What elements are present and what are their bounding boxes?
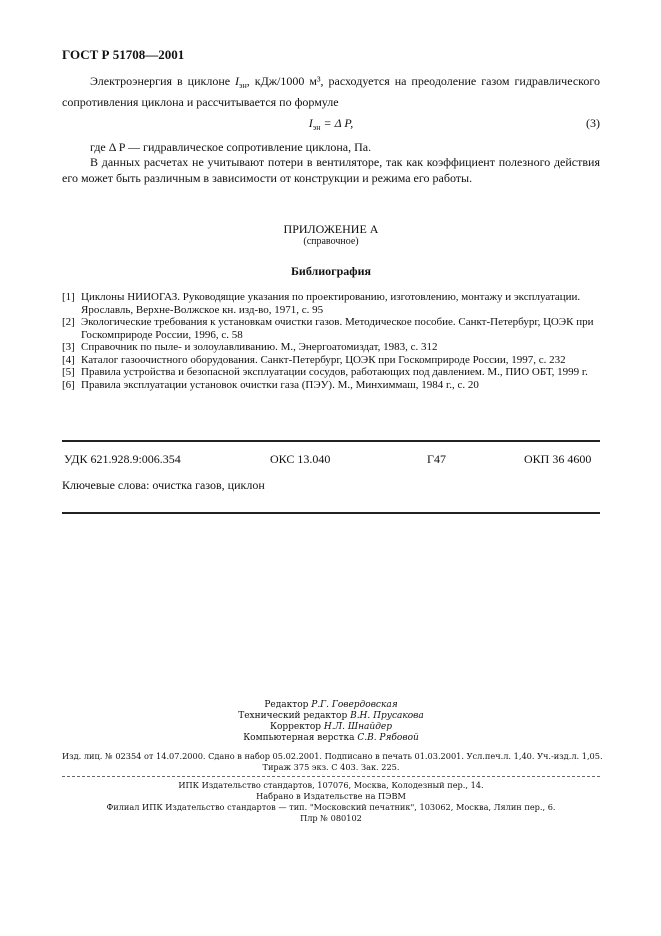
bibliography-item <box>62 354 607 367</box>
paragraph-energy <box>62 73 600 110</box>
bibliography-item-text: Экологические требования к установкам очистки газов. Методическое пособие. Санкт-Петербург, ЦОЭК при Госкомприроде России, 1996, с. 58 <box>81 316 594 341</box>
bibliography-item-number: [3] <box>62 341 75 353</box>
credits-block <box>62 700 600 744</box>
imprint-line: Изд. лиц. № 02354 от 14.07.2000. Сдано в набор 05.02.2001. Подписано в печать 01.03.2001. Усл.печ.л. 1,40. Уч.-изд.л. 1,05. <box>62 751 603 761</box>
publisher-line: Плр № 080102 <box>300 813 362 823</box>
keywords: Ключевые слова: очистка газов, циклон <box>62 478 265 492</box>
bibliography-item <box>62 341 607 354</box>
bibliography-item-number: [5] <box>62 366 75 378</box>
top-divider <box>62 440 600 442</box>
para2-text: В данных расчетах не учитывают потери в вентиляторе, так как коэффициент полезного действия его может быть различным в зависимости от конструкции и режима его работы. <box>62 155 600 185</box>
bibliography-item-number: [6] <box>62 378 75 391</box>
bibliography-item-text: Циклоны НИИОГАЗ. Руководящие указания по проектированию, изготовлению, монтажу и эксплуатации. Ярославль, Верхне-Волжское кн. изд-во, 1971, с. 95 <box>81 291 581 316</box>
credit-corrector <box>62 722 600 733</box>
bibliography-title: Библиография <box>290 264 372 278</box>
bibliography-item-text: Справочник по пыле- и золоулавливанию. М., Энергоатомиздат, 1983, с. 312 <box>81 341 438 353</box>
para1-symbol: I <box>235 74 240 88</box>
where-text: где Δ P — гидравлическое сопротивление циклона, Па. <box>90 140 372 154</box>
udk-code: УДК 621.928.9:006.354 <box>64 452 181 466</box>
appendix-title: ПРИЛОЖЕНИЕ А <box>283 222 379 236</box>
credit-role: Корректор <box>270 722 322 732</box>
formula-subscript: эн <box>312 123 321 132</box>
bibliography-item-text: Каталог газоочистного оборудования. Санкт-Петербург, ЦОЭК при Госкомприроде России, 1997, с. 232 <box>81 353 566 366</box>
bibliography-list <box>62 291 607 391</box>
credit-role: Компьютерная верстка <box>243 733 355 743</box>
formula-3 <box>62 116 600 134</box>
imprint-line: Тираж 375 экз. С 403. Зак. 225. <box>262 762 400 772</box>
oks-code: ОКС 13.040 <box>270 452 331 466</box>
formula-rest: = Δ P, <box>320 116 354 130</box>
imprint-block <box>62 751 603 773</box>
bibliography-item <box>62 316 607 341</box>
para1-start: Электроэнергия в циклоне <box>90 74 236 88</box>
imprint-divider <box>62 776 600 777</box>
credit-name: С.В. Рябовой <box>357 733 419 743</box>
bibliography-item-text: Правила эксплуатации установок очистки газа (ПЭУ). М., Минхиммаш, 1984 г., с. 20 <box>81 378 479 391</box>
publisher-line: ИПК Издательство стандартов, 107076, Москва, Колодезный пер., 14. <box>178 780 484 790</box>
formula-expression <box>62 116 600 132</box>
para1-rest: , кДж/1000 м³, расходуется на преодоление газом гидравлического сопротивления циклона и рассчитывается по формуле <box>62 74 601 109</box>
credit-role: Редактор <box>264 700 309 710</box>
credit-tech-editor <box>62 711 600 722</box>
paragraph-where <box>62 139 600 155</box>
credit-name: Р.Г. Говердовская <box>311 700 398 710</box>
bibliography-item <box>62 379 607 392</box>
bibliography-item <box>62 291 607 316</box>
credit-name: Н.Л. Шнайдер <box>323 722 392 732</box>
document-header: ГОСТ Р 51708—2001 <box>62 47 185 62</box>
appendix-note: (справочное) <box>303 236 359 247</box>
bibliography-item-number: [2] <box>62 316 75 328</box>
publisher-block <box>62 780 600 824</box>
formula-symbol: I <box>308 116 313 130</box>
bibliography-item-number: [1] <box>62 291 75 303</box>
bibliography-item-text: Правила устройства и безопасной эксплуатации сосудов, работающих под давлением. М., ПИО ОБТ, 1999 г. <box>81 366 588 378</box>
credit-role: Технический редактор <box>238 711 348 721</box>
para1-subscript: эн <box>239 81 247 90</box>
formula-number: (3) <box>586 116 600 130</box>
group-code: Г47 <box>427 452 446 466</box>
publisher-line: Набрано в Издательстве на ПЭВМ <box>256 791 406 801</box>
paragraph-losses <box>62 154 600 186</box>
credit-editor <box>62 700 600 711</box>
credit-layout <box>62 733 600 744</box>
credit-name: В.Н. Прусакова <box>350 711 424 721</box>
okp-code: ОКП 36 4600 <box>524 452 592 466</box>
bibliography-item <box>62 366 607 379</box>
bottom-divider <box>62 512 600 514</box>
bibliography-item-number: [4] <box>62 353 75 366</box>
publisher-line: Филиал ИПК Издательство стандартов — тип. "Московский печатник", 103062, Москва, Лялин пер., 6. <box>106 802 556 812</box>
